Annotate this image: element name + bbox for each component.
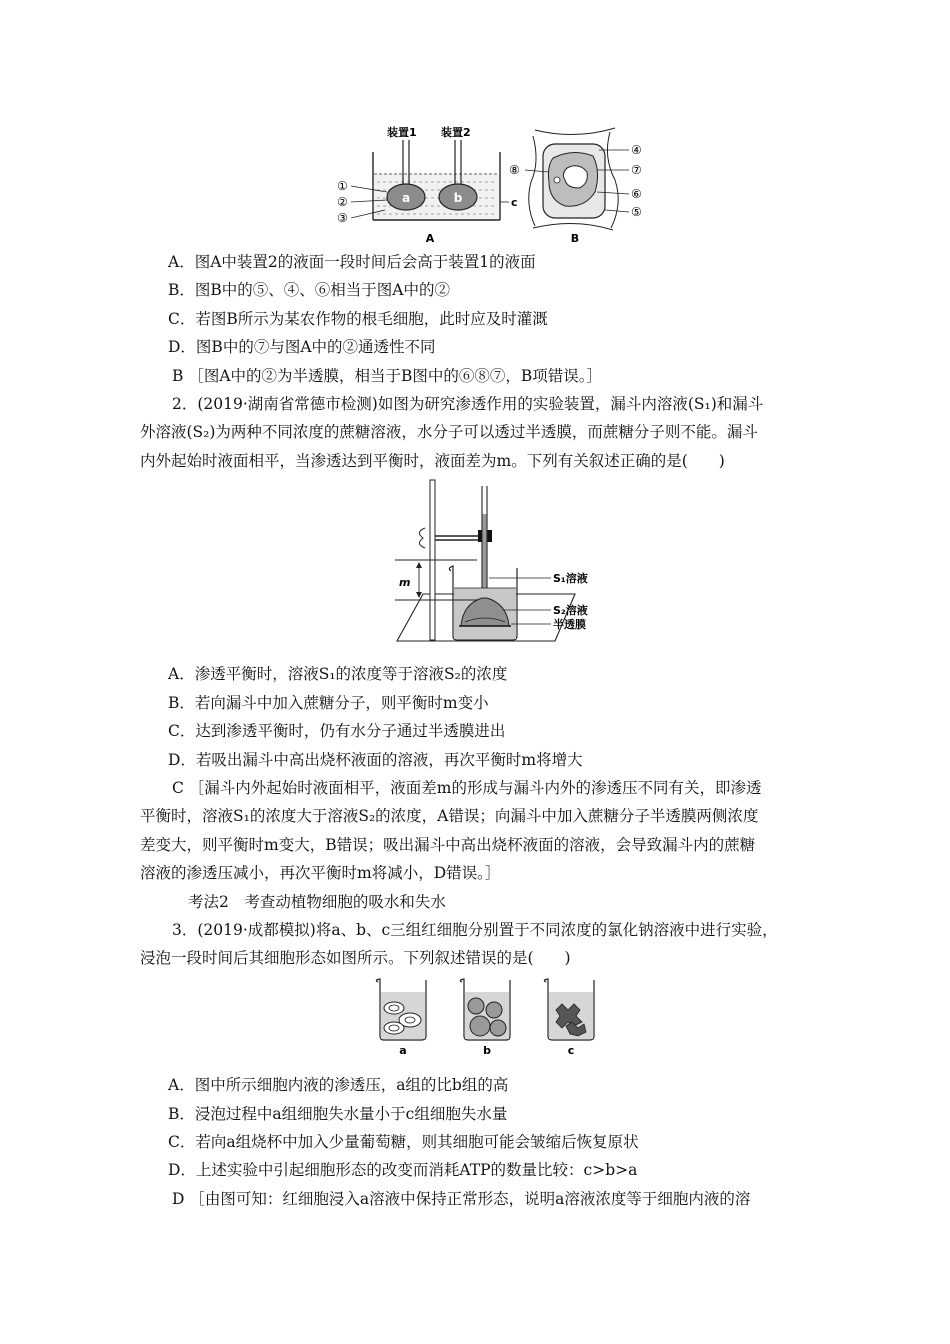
q2-option-c: C．达到渗透平衡时，仍有水分子通过半透膜进出 [168, 722, 506, 740]
figure-osmosis-devices [335, 122, 665, 247]
q2-answer-line-2: 平衡时，溶液S₁的浓度大于溶液S₂的浓度，A错误；向漏斗中加入蔗糖分子半透膜两侧浓度 [140, 807, 759, 825]
label-m: m [399, 576, 411, 589]
q2-answer-line-3: 差变大，则平衡时m变大，B错误；吸出漏斗中高出烧杯液面的溶液，会导致漏斗内的蔗糖 [140, 836, 756, 854]
label-semipermeable-membrane: 半透膜 [553, 618, 586, 631]
label-num-3: ③ [337, 211, 348, 225]
figure-a [337, 125, 518, 245]
label-num-7: ⑦ [631, 163, 642, 177]
q2-stem-line-3: 内外起始时液面相平，当渗透达到平衡时，液面差为m。下列有关叙述正确的是( ) [140, 452, 725, 470]
q3-stem-line-2: 浸泡一段时间后其细胞形态如图所示。下列叙述错误的是( ) [140, 949, 571, 967]
figure-b [509, 128, 642, 245]
label-num-1: ① [337, 179, 348, 193]
q2-option-d: D．若吸出漏斗中高出烧杯液面的溶液，再次平衡时m将增大 [168, 751, 583, 769]
label-s1-solution: S₁溶液 [553, 572, 588, 585]
q2-option-a: A．渗透平衡时，溶液S₁的浓度等于溶液S₂的浓度 [168, 665, 508, 683]
q2-option-b: B．若向漏斗中加入蔗糖分子，则平衡时m变小 [168, 694, 489, 712]
q1-option-c: C．若图B所示为某农作物的根毛细胞，此时应及时灌溉 [168, 310, 548, 328]
section-heading: 考法2 考查动植物细胞的吸水和失水 [188, 893, 446, 911]
q3-option-c: C．若向a组烧杯中加入少量葡萄糖，则其细胞可能会皱缩后恢复原状 [168, 1133, 639, 1151]
label-num-5: ⑤ [631, 205, 642, 219]
label-num-6: ⑥ [631, 187, 642, 201]
label-num-4: ④ [631, 143, 642, 157]
label-figure-b: B [570, 232, 580, 245]
figure-osmosis-apparatus [385, 476, 615, 651]
q1-option-a: A．图A中装置2的液面一段时间后会高于装置1的液面 [168, 253, 536, 271]
q1-option-b: B．图B中的⑤、④、⑥相当于图A中的② [168, 281, 450, 299]
label-a: a [401, 191, 411, 205]
label-figure-a: A [425, 232, 435, 245]
q2-answer-line-4: 溶液的渗透压减小，再次平衡时m将减小，D错误。］ [140, 864, 501, 882]
q2-answer-line-1: C ［漏斗内外起始时液面相平，液面差m的形成与漏斗内外的渗透压不同有关，即渗透 [172, 779, 762, 797]
q1-answer: B ［图A中的②为半透膜，相当于B图中的⑥⑧⑦，B项错误。］ [172, 367, 603, 385]
q3-option-a: A．图中所示细胞内液的渗透压，a组的比b组的高 [168, 1076, 509, 1094]
q3-stem-line-1: 3．(2019·成都模拟)将a、b、c三组红细胞分别置于不同浓度的氯化钠溶液中进行实验， [172, 921, 778, 939]
beaker-label-a: a [399, 1044, 407, 1056]
figure-red-blood-cells [370, 974, 602, 1056]
beaker-b [460, 979, 510, 1056]
label-b: b [453, 191, 463, 205]
label-num-8: ⑧ [509, 163, 520, 177]
beaker-a [376, 979, 426, 1056]
label-s2-solution: S₂溶液 [553, 604, 588, 617]
label-c: c [511, 196, 518, 209]
q2-stem-line-1: 2．(2019·湖南省常德市检测)如图为研究渗透作用的实验装置，漏斗内溶液(S₁)和漏斗 [172, 395, 764, 413]
q3-option-d: D．上述实验中引起细胞形态的改变而消耗ATP的数量比较：c>b>a [168, 1161, 638, 1179]
q3-answer-line-1: D ［由图可知：红细胞浸入a溶液中保持正常形态，说明a溶液浓度等于细胞内液的溶 [172, 1190, 751, 1208]
label-num-2: ② [337, 195, 348, 209]
q3-option-b: B．浸泡过程中a组细胞失水量小于c组细胞失水量 [168, 1105, 508, 1123]
beaker-c [544, 979, 594, 1056]
q2-stem-line-2: 外溶液(S₂)为两种不同浓度的蔗糖溶液，水分子可以透过半透膜，而蔗糖分子则不能。漏斗 [140, 423, 758, 441]
beaker-label-c: c [567, 1044, 575, 1056]
label-device-1: 装置1 [387, 126, 417, 139]
beaker-label-b: b [483, 1044, 491, 1056]
label-device-2: 装置2 [441, 126, 471, 139]
q1-option-d: D．图B中的⑦与图A中的②通透性不同 [168, 338, 436, 356]
